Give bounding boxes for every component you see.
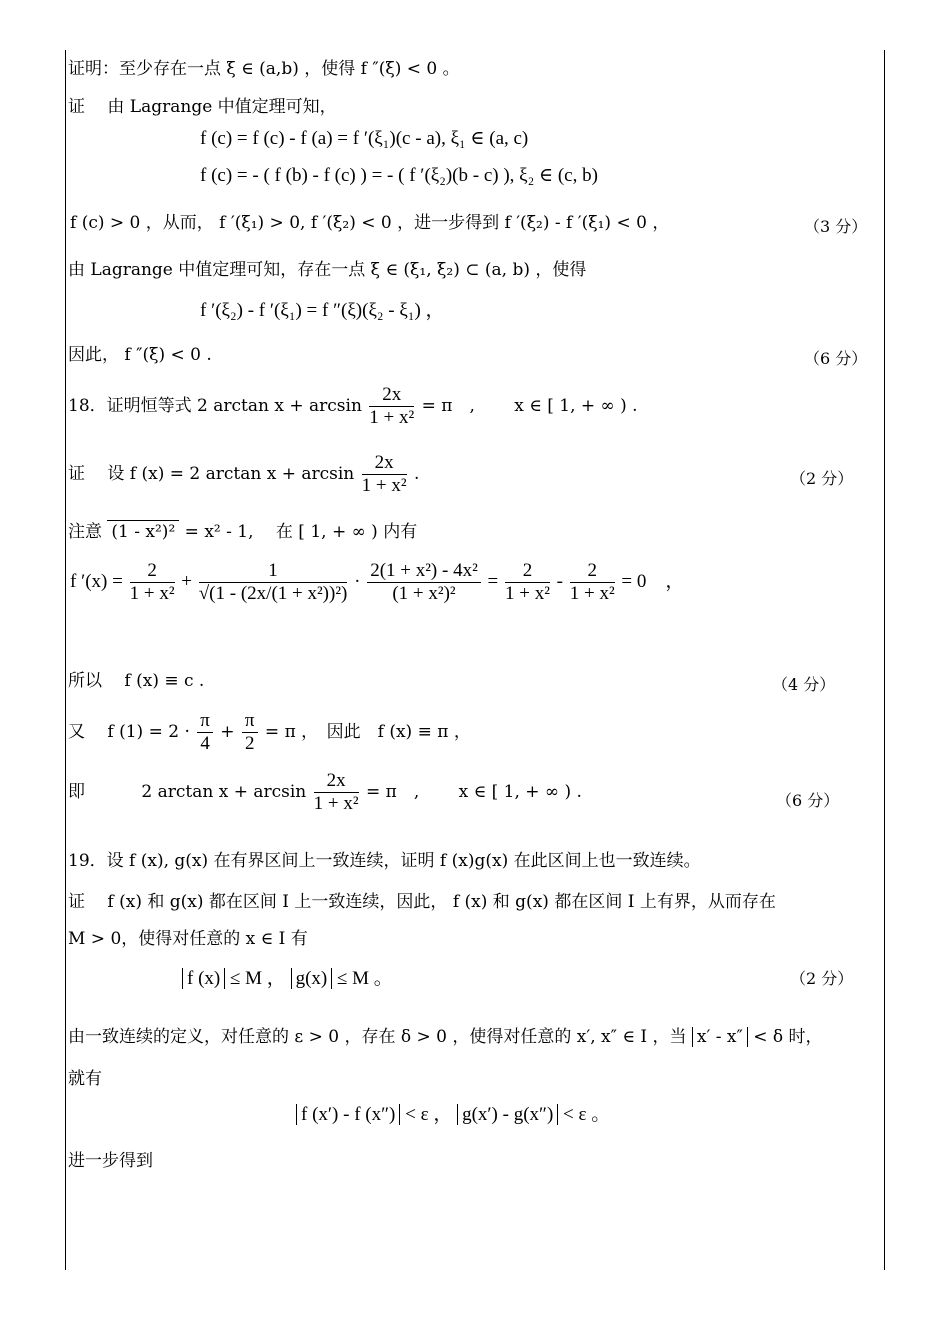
deriv-plus: + <box>181 570 192 592</box>
proof-intro: 证 由 Lagrange 中值定理可知， <box>68 97 337 117</box>
value-frac-2 <box>242 710 258 755</box>
abs-diff-f: f (x′) - f (x″) <box>296 1104 400 1125</box>
value-lhs: 又 f (1) = 2 · <box>68 722 190 742</box>
score-4: （4 分） <box>772 675 836 694</box>
abs-diff-x: x′ - x″ <box>692 1027 748 1047</box>
value-frac-1 <box>197 710 213 755</box>
value-frac-2-num: π <box>242 710 258 733</box>
value-rhs: = π ， 因此 f (x) ≡ π ， <box>264 722 471 742</box>
final-num: 2x <box>314 770 359 793</box>
deriv-frac-2 <box>199 560 348 605</box>
value-plus: + <box>220 722 235 742</box>
deriv-frac-3 <box>367 560 481 605</box>
eps-f: < ε ， <box>405 1104 453 1125</box>
p18-rhs: = π , x ∈ [ 1, + ∞ ) . <box>421 396 638 416</box>
bound-f: ≤ M ， <box>229 968 286 989</box>
final-lhs: 即 2 arctan x + arcsin <box>68 782 307 802</box>
score-2a: （2 分） <box>790 469 854 488</box>
p19-epsilon-line <box>296 1104 610 1126</box>
definition-text: 由一致连续的定义，对任意的 ε > 0 ，存在 δ > 0 ，使得对任意的 x′, x″ ∈ I ，当 <box>68 1027 687 1047</box>
deriv-frac-5-num: 2 <box>570 560 615 583</box>
final-fraction <box>314 770 359 815</box>
equation-fc-1: f (c) = f (c) - f (a) = f ′(ξ₁)(c - a), ξ₁ ∈ (a, c) <box>200 128 529 149</box>
p18-lhs: 18．证明恒等式 2 arctan x + arcsin <box>68 396 362 416</box>
p18-constant-line: 所以 f (x) ≡ c . <box>68 671 205 691</box>
p19-proof-line-1: 证 f (x) 和 g(x) 都在区间 I 上一致连续，因此， f (x) 和 g(x) 都在区间 I 上有界，从而存在 <box>68 892 776 912</box>
p18-derivative-line <box>70 560 684 605</box>
p18-define-num: 2x <box>362 452 407 475</box>
second-derivative-equation: f ′(ξ₂) - f ′(ξ₁) = f ″(ξ)(ξ₂ - ξ₁) ， <box>200 300 445 321</box>
p18-define-fraction <box>362 452 407 497</box>
p18-define-end: . <box>414 464 420 484</box>
problem-18-statement <box>68 384 638 429</box>
final-den: 1 + x² <box>313 793 359 814</box>
value-frac-1-num: π <box>197 710 213 733</box>
deriv-frac-1-den: 1 + x² <box>129 583 175 604</box>
deriv-frac-1-num: 2 <box>130 560 175 583</box>
p18-fraction-num: 2x <box>369 384 414 407</box>
p19-definition-line <box>68 1026 823 1048</box>
p18-define-den: 1 + x² <box>361 475 407 496</box>
value-frac-2-den: 2 <box>244 733 255 754</box>
definition-end: < δ 时， <box>753 1027 823 1047</box>
p19-proof-line-2: M > 0，使得对任意的 x ∈ I 有 <box>68 929 308 949</box>
final-rhs: = π , x ∈ [ 1, + ∞ ) . <box>366 782 582 802</box>
right-border-line <box>884 50 885 1270</box>
p19-bounds-line <box>182 968 393 990</box>
abs-g: g(x) <box>291 968 333 989</box>
bound-g: ≤ M 。 <box>336 968 393 989</box>
deriv-frac-2-num: 1 <box>199 560 348 583</box>
deriv-frac-4-den: 1 + x² <box>505 583 550 604</box>
p18-note-line <box>68 520 417 543</box>
value-frac-1-den: 4 <box>200 733 210 754</box>
eps-g: < ε 。 <box>563 1104 611 1125</box>
deriv-minus: - <box>556 570 563 592</box>
deriv-eq: = <box>487 570 499 592</box>
conclusion-line: 因此， f ″(ξ) < 0 . <box>68 345 212 365</box>
deriv-lhs: f ′(x) = <box>70 570 123 592</box>
abs-f: f (x) <box>182 968 225 989</box>
score-2b: （2 分） <box>790 969 854 988</box>
p18-final-line <box>68 770 582 815</box>
p18-fraction-den: 1 + x² <box>369 407 415 428</box>
left-border-line <box>65 50 66 1270</box>
deriv-dot: · <box>354 570 361 592</box>
deriv-frac-3-num: 2(1 + x²) - 4x² <box>367 560 481 583</box>
note-label: 注意 <box>68 522 102 542</box>
p19-further-line: 进一步得到 <box>68 1151 153 1171</box>
derivative-sign-line: f (c) > 0 ，从而， f ′(ξ₁) > 0, f ′(ξ₂) < 0 ，进一步得到 f ′(ξ₂) - f ′(ξ₁) < 0 ， <box>70 213 670 233</box>
lagrange-again-line: 由 Lagrange 中值定理可知，存在一点 ξ ∈ (ξ₁, ξ₂) ⊂ (a, b) ，使得 <box>68 260 587 280</box>
note-sqrt: (1 - x²)² <box>107 520 179 543</box>
equation-fc-2: f (c) = - ( f (b) - f (c) ) = - ( f ′(ξ₂)(b - c) ), ξ₂ ∈ (c, b) <box>200 165 598 186</box>
proof-statement: 证明：至少存在一点 ξ ∈ (a,b) ，使得 f ″(ξ) < 0 。 <box>68 59 460 79</box>
score-3: （3 分） <box>804 217 868 236</box>
score-6b: （6 分） <box>776 791 840 810</box>
deriv-frac-4-num: 2 <box>505 560 550 583</box>
deriv-frac-3-den: (1 + x²)² <box>392 583 456 604</box>
p18-value-line <box>68 710 471 755</box>
p18-define-lhs: 证 设 f (x) = 2 arctan x + arcsin <box>68 464 355 484</box>
p18-fraction <box>369 384 414 429</box>
score-6a: （6 分） <box>804 349 868 368</box>
abs-diff-g: g(x′) - g(x″) <box>457 1104 558 1125</box>
p19-then-line: 就有 <box>68 1069 102 1089</box>
deriv-frac-4 <box>505 560 550 605</box>
deriv-frac-5-den: 1 + x² <box>569 583 615 604</box>
p18-proof-define <box>68 452 419 497</box>
problem-19-statement: 19．设 f (x), g(x) 在有界区间上一致连续，证明 f (x)g(x) 在此区间上也一致连续。 <box>68 851 701 871</box>
deriv-frac-5 <box>570 560 615 605</box>
deriv-end: = 0 ， <box>621 570 685 592</box>
deriv-frac-2-den: √(1 - (2x/(1 + x²))²) <box>198 583 348 604</box>
deriv-frac-1 <box>130 560 175 605</box>
note-rest: = x² - 1, 在 [ 1, + ∞ ) 内有 <box>184 522 418 542</box>
